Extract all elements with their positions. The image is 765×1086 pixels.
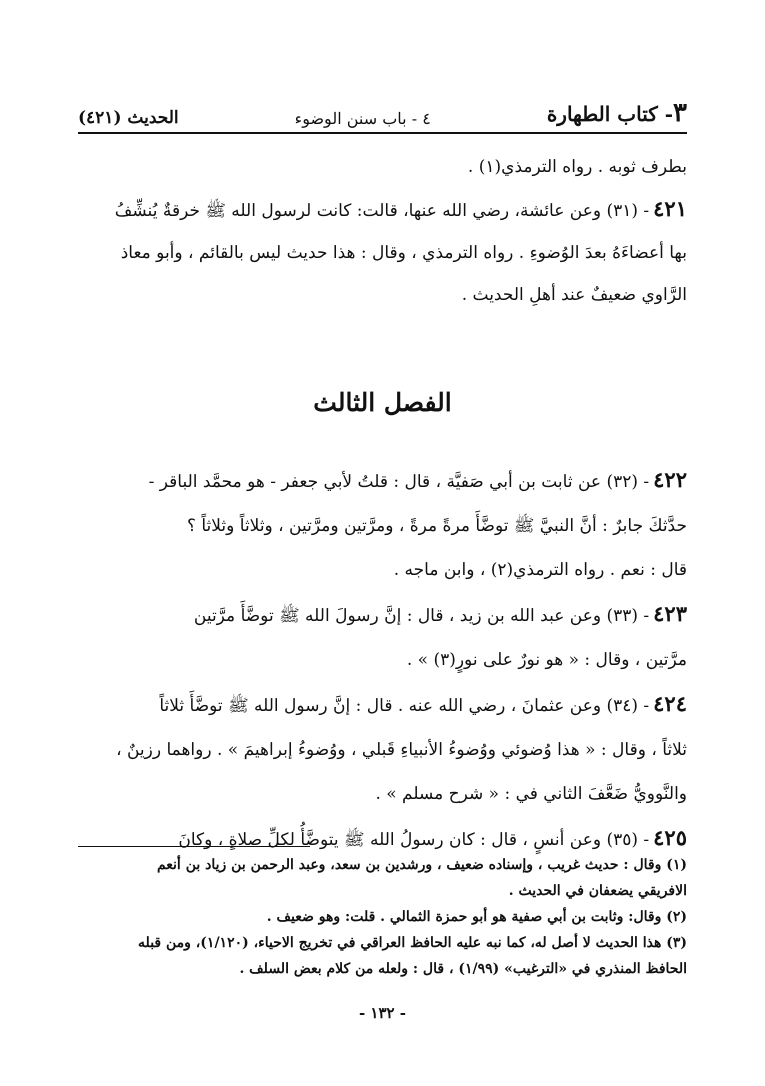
running-header <box>78 92 687 128</box>
hadith-424 <box>78 682 687 816</box>
text-line: بها أعضاءَهُ بعدَ الوُضوءِ . رواه الترمذي ، وقال : هذا حديث ليس بالقائم ، وأبو معاذ <box>120 243 687 263</box>
footnote-1-continuation: الافريقي يضعفان في الحديث . <box>508 883 687 899</box>
hadith-line: - (٣٢) عن ثابت بن أبي صَفيَّة ، قال : قلتُ لأبي جعفر - هو محمَّد الباقر - <box>148 472 650 492</box>
text-line: قال : نعم . رواه الترمذي(٢) ، وابن ماجه . <box>393 560 687 580</box>
text-line <box>78 458 687 504</box>
hadith-number: ٤٢٤ <box>653 691 687 716</box>
text-line: ثلاثاً ، وقال : « هذا وُضوئي ووُضوءُ الأنبياءِ قَبلي ، ووُضوءُ إبراهيمَ » . رواهما رزينٌ ، <box>116 740 687 760</box>
section-title: الفصل الثالث <box>313 388 452 417</box>
main-text-top <box>78 146 687 316</box>
footnote-2: (٢) وقال: وثابت بن أبي صفية هو أبو حمزة الثمالي . قلت: وهو ضعيف . <box>266 909 687 925</box>
hadith-423 <box>78 592 687 682</box>
header-divider <box>78 132 687 134</box>
text-line <box>78 188 687 232</box>
chapter-title: ٤ - باب سنن الوضوء <box>294 109 431 128</box>
text-line: الرَّاوي ضعيفٌ عند أهلِ الحديث . <box>461 285 687 305</box>
hadith-421 <box>78 188 687 316</box>
page-number: - ١٣٢ - <box>358 1004 407 1022</box>
hadith-range: الحديث (٤٢١) <box>78 108 179 128</box>
book-number: ٣ <box>673 98 687 128</box>
book-title <box>547 98 687 128</box>
footnotes <box>78 852 687 982</box>
hadith-line: - (٣٥) وعن أنسٍ ، قال : كان رسولُ الله ﷺ يتوضَّأُ لكلِّ صلاةٍ ، وكانَ <box>178 830 650 850</box>
text-line: بطرف ثوبه . رواه الترمذي(١) . <box>467 157 687 177</box>
hadith-line: - (٣٣) وعن عبد الله بن زيد ، قال : إنَّ رسولَ الله ﷺ توضَّأَ مرَّتين <box>193 606 650 626</box>
hadith-422 <box>78 458 687 592</box>
hadith-number: ٤٢٥ <box>653 825 687 850</box>
footnote-3-continuation: الحافظ المنذري في «الترغيب» (١/٩٩) ، قال : ولعله من كلام بعض السلف . <box>239 961 687 977</box>
hadith-line: - (٣٤) وعن عثمانَ ، رضي الله عنه . قال : إنَّ رسول الله ﷺ توضَّأَ ثلاثاً <box>159 696 650 716</box>
hadith-number: ٤٢٣ <box>653 601 687 626</box>
text-line: مرَّتين ، وقال : « هو نورٌ على نورٍ(٣) » . <box>406 650 687 670</box>
text-line <box>78 682 687 728</box>
book-title-text: - كتاب الطهارة <box>546 102 674 126</box>
footnote-1: (١) وقال : حديث غريب ، وإسناده ضعيف ، ورشدين بن سعد، وعبد الرحمن بن زياد بن أنعم <box>156 857 687 873</box>
text-line <box>78 592 687 638</box>
text-line: حدَّثكَ جابرٌ : أنَّ النبيَّ ﷺ توضَّأَ مرةً مرةً ، ومرَّتين ومرَّتين ، وثلاثاً وثلاثاً ؟ <box>186 516 687 536</box>
hadith-line: - (٣١) وعن عائشة، رضي الله عنها، قالت: كانت لرسول الله ﷺ خرقةٌ يُنشِّفُ <box>114 201 650 221</box>
hadith-number: ٤٢٢ <box>653 467 687 492</box>
hadith-number: ٤٢١ <box>653 196 687 221</box>
main-text-bottom <box>78 458 687 862</box>
footnote-3: (٣) هذا الحديث لا أصل له، كما نبه عليه الحافظ العراقي في تخريج الاحياء، (١/١٢٠)، ومن قبله <box>138 935 687 951</box>
footnote-divider <box>78 846 310 847</box>
text-line: والنَّوويُّ ضَعَّفَ الثاني في : « شرح مسلم » . <box>375 784 687 804</box>
